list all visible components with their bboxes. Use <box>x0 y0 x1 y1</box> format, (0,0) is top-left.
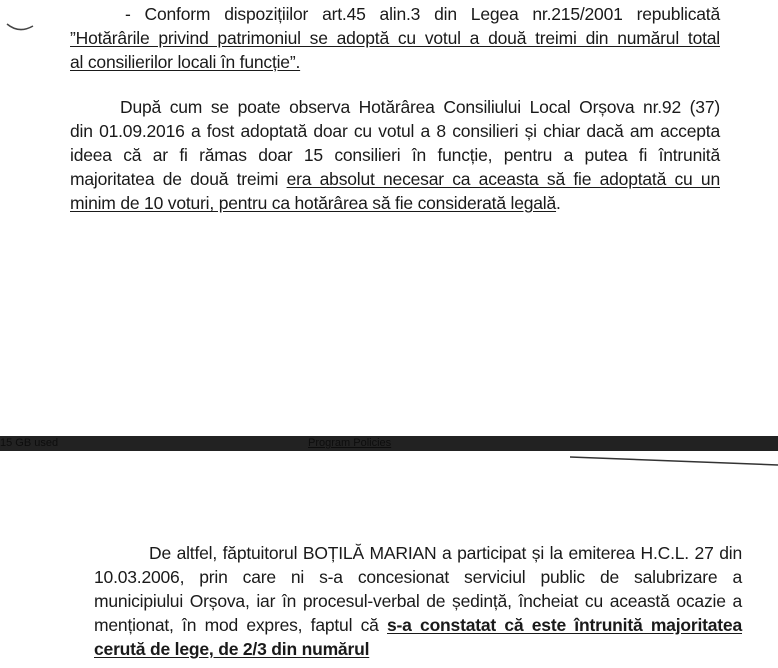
text-span: majoritatea de două treimi <box>70 169 287 189</box>
program-policies-link[interactable]: Program Policies <box>308 437 392 449</box>
text-span-underlined: era absolut necesar ca aceasta să fie adoptată cu un <box>286 169 720 189</box>
text-span-underlined: minim de 10 voturi, pentru ca hotărârea să fie considerată legală <box>70 193 557 213</box>
document-page-2 <box>0 451 778 668</box>
footer-bar <box>0 436 778 451</box>
text-span-bold-underlined: s-a constatat că este întrunită majoritatea <box>387 615 742 635</box>
text-line: 10.03.2006, prin care ni s-a concesionat serviciul public de salubrizare a <box>94 567 742 587</box>
paragraph-hcl-observation <box>70 95 720 215</box>
text-line: municipiului Orșova, iar în procesul-verbal de ședință, încheiat cu această ocazie a <box>94 591 742 611</box>
storage-used-label: 15 GB used <box>0 437 59 449</box>
text-line-underlined: ”Hotărârile privind patrimoniul se adoptă cu votul a două treimi din numărul total <box>70 28 720 48</box>
scan-mark-icon <box>5 20 35 34</box>
text-line: ideea că ar fi rămas doar 15 consilieri în funcție, pentru a putea fi întrunită <box>70 145 720 165</box>
text-line-bold-underlined: cerută de lege, de 2/3 din numărul <box>94 639 370 659</box>
paragraph-legal-provision <box>70 2 720 74</box>
text-span: menționat, în mod expres, faptul că <box>94 615 388 635</box>
scan-line-mark <box>570 455 778 467</box>
text-span: . <box>556 193 561 213</box>
paragraph-hcl-27 <box>94 541 742 661</box>
text-line: din 01.09.2016 a fost adoptată doar cu votul a 8 consilieri și chiar dacă am accepta <box>70 121 720 141</box>
text-line-underlined: al consilierilor locali în funcție”. <box>70 52 301 72</box>
text-line: - Conform dispozițiilor art.45 alin.3 din Legea nr.215/2001 republicată <box>125 4 720 24</box>
text-line: După cum se poate observa Hotărârea Consiliului Local Orșova nr.92 (37) <box>120 97 720 117</box>
text-line: De altfel, făptuitorul BOȚILĂ MARIAN a participat și la emiterea H.C.L. 27 din <box>149 543 742 563</box>
